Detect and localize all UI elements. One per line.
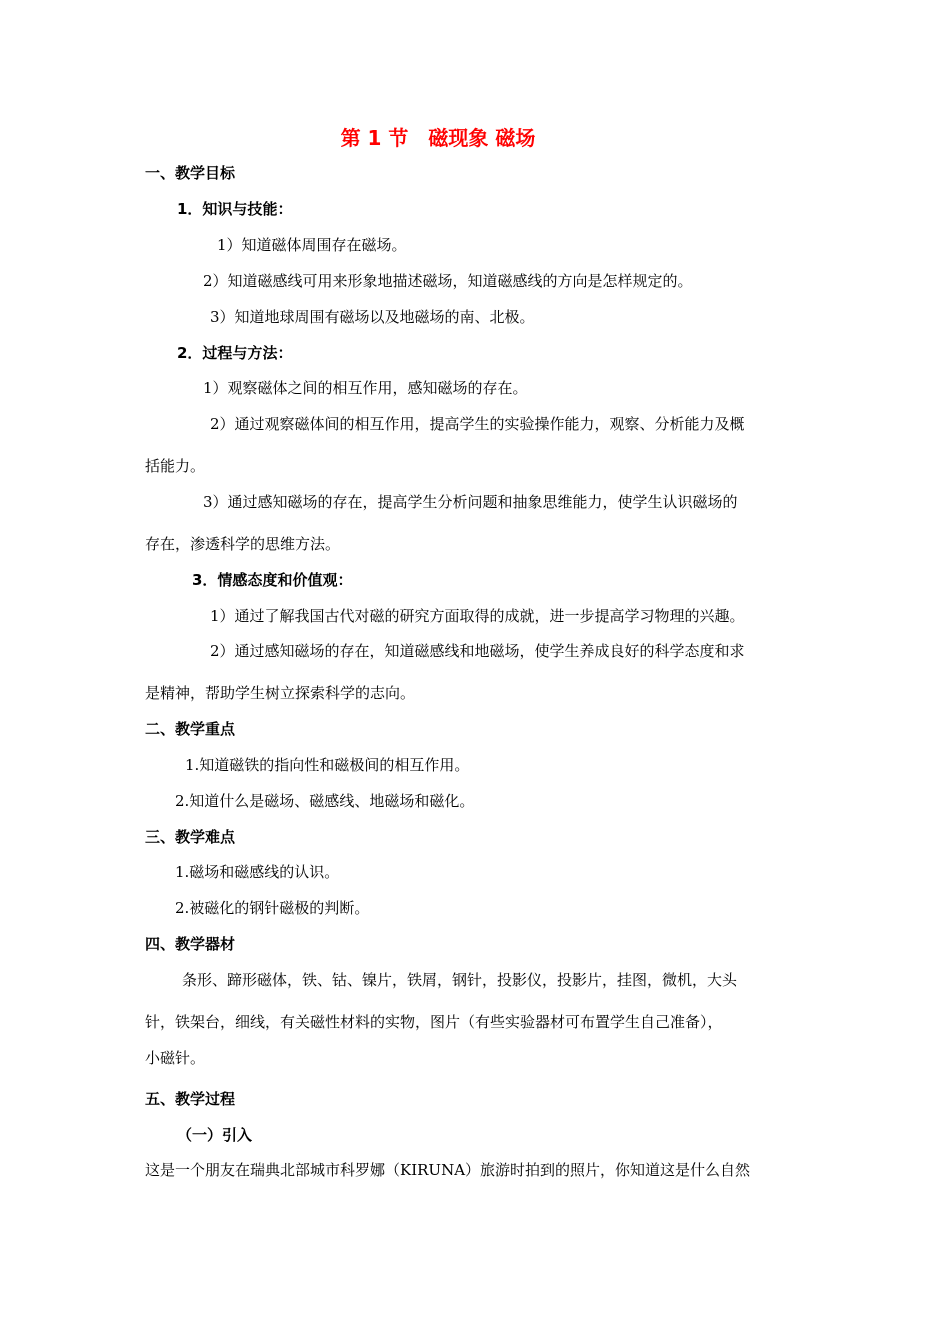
section-heading-difficulties: 三、教学难点 [145,828,236,846]
subheading-introduction: （一）引入 [177,1126,253,1144]
page-title: 第 1 节 磁现象 磁场 [340,126,536,150]
subheading-knowledge-skills: 1．知识与技能： [177,200,293,218]
list-item: 1.知道磁铁的指向性和磁极间的相互作用。 [185,756,470,774]
list-item: 2）通过感知磁场的存在，知道磁感线和地磁场，使学生养成良好的科学态度和求 [210,642,745,660]
list-item: 2）通过观察磁体间的相互作用，提高学生的实验操作能力，观察、分析能力及概 [210,415,745,433]
list-item: 3）通过感知磁场的存在，提高学生分析问题和抽象思维能力，使学生认识磁场的 [203,493,738,511]
list-item: 1.磁场和磁感线的认识。 [175,863,340,881]
list-item: 2.被磁化的钢针磁极的判断。 [175,899,370,917]
list-item: 1）观察磁体之间的相互作用，感知磁场的存在。 [203,379,528,397]
section-heading-key-points: 二、教学重点 [145,720,236,738]
section-heading-process: 五、教学过程 [145,1090,236,1108]
list-item-continuation: 是精神，帮助学生树立探索科学的志向。 [145,684,416,702]
list-item: 3）知道地球周围有磁场以及地磁场的南、北极。 [210,308,535,326]
section-heading-objectives: 一、教学目标 [145,164,236,182]
paragraph-line: 针，铁架台，细线，有关磁性材料的实物，图片（有些实验器材可布置学生自己准备）， [145,1013,723,1031]
list-item-continuation: 括能力。 [145,457,206,475]
list-item: 2.知道什么是磁场、磁感线、地磁场和磁化。 [175,792,475,810]
paragraph-line: 小磁针。 [145,1049,206,1067]
paragraph-line: 这是一个朋友在瑞典北部城市科罗娜（KIRUNA）旅游时拍到的照片，你知道这是什么自然 [145,1161,751,1179]
subheading-attitude-values: 3．情感态度和价值观： [192,571,353,589]
subheading-process-method: 2．过程与方法： [177,344,293,362]
paragraph-line: 条形、蹄形磁体，铁、钴、镍片，铁屑，钢针，投影仪，投影片，挂图，微机，大头 [182,971,738,989]
list-item: 1）知道磁体周围存在磁场。 [217,236,407,254]
section-heading-equipment: 四、教学器材 [145,935,236,953]
list-item: 1）通过了解我国古代对磁的研究方面取得的成就，进一步提高学习物理的兴趣。 [210,607,745,625]
list-item: 2）知道磁感线可用来形象地描述磁场，知道磁感线的方向是怎样规定的。 [203,272,693,290]
list-item-continuation: 存在，渗透科学的思维方法。 [145,535,341,553]
